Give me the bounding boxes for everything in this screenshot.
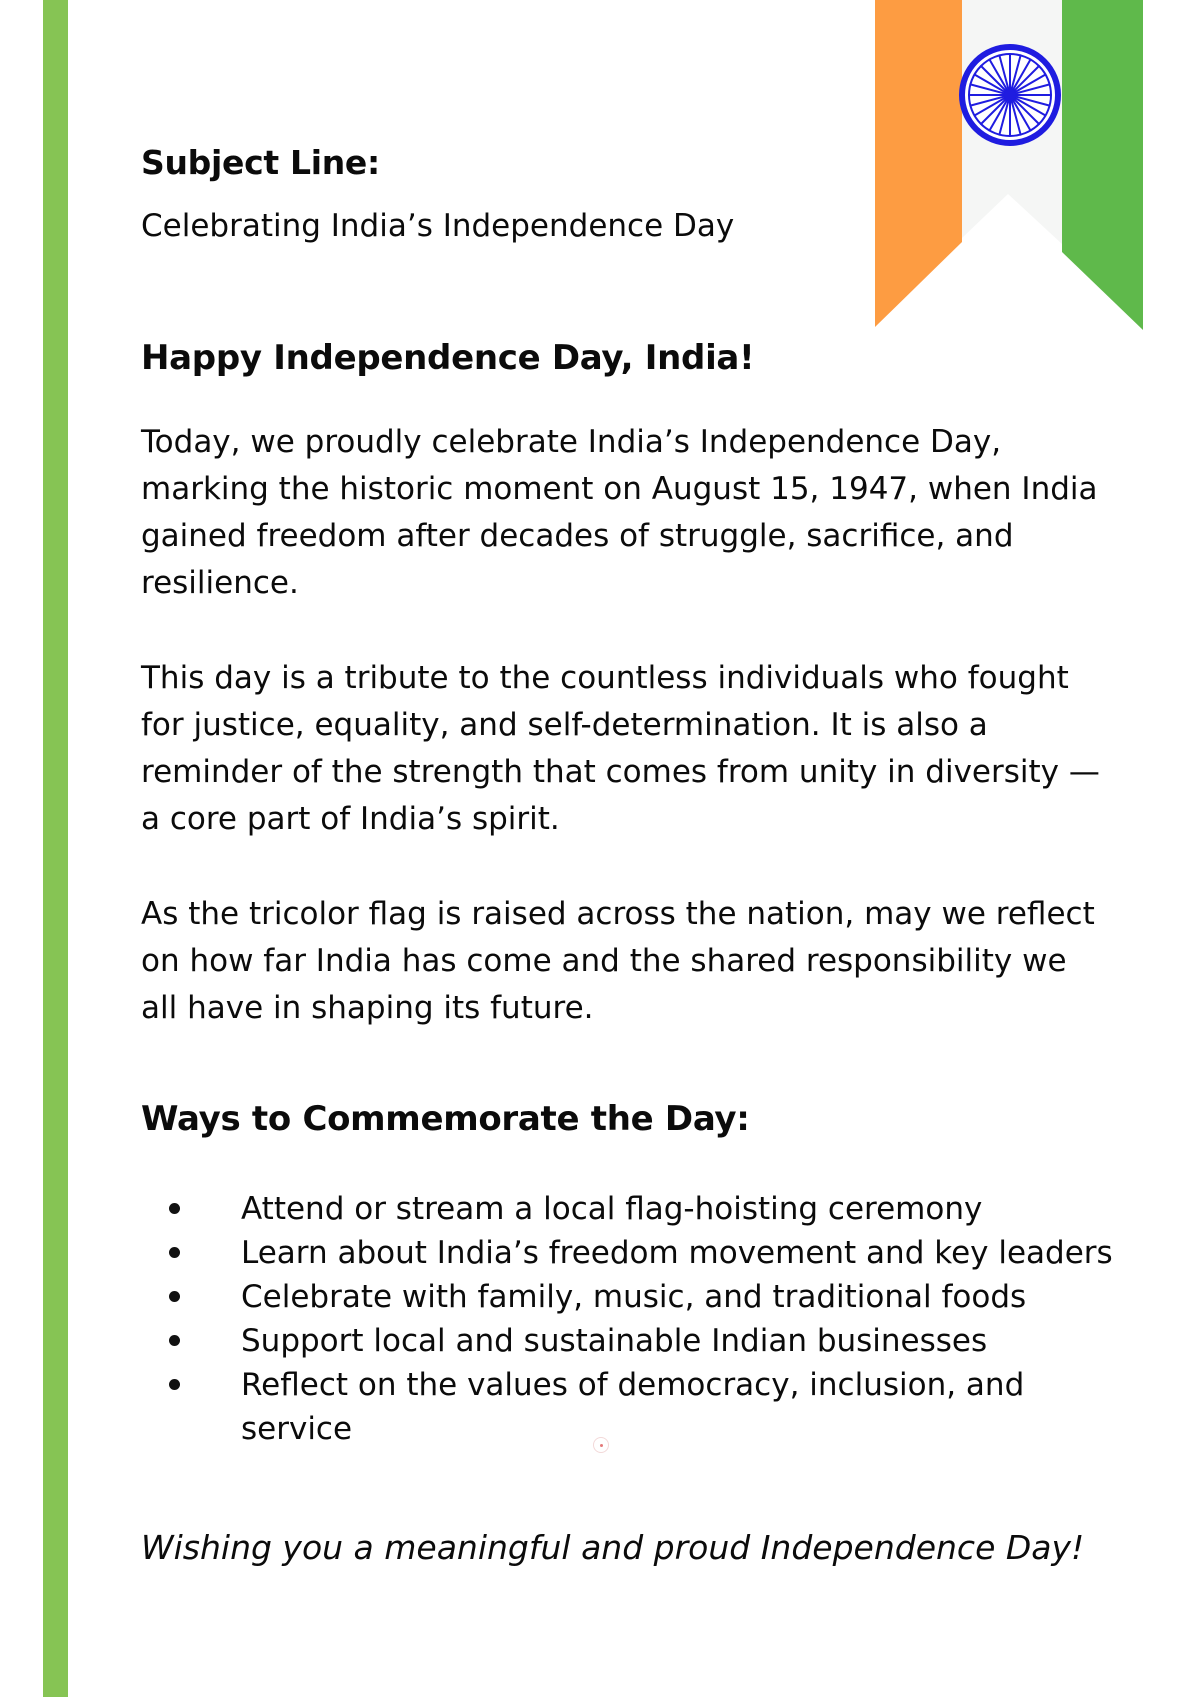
closing-line: Wishing you a meaningful and proud Independence Day! (141, 1528, 1085, 1567)
list-item-text: Attend or stream a local flag-hoisting ceremony (241, 1191, 983, 1227)
greeting-heading: Happy Independence Day, India! (141, 338, 755, 378)
flag-ribbon-green-stripe (1062, 0, 1143, 330)
ashoka-chakra-icon (962, 47, 1058, 143)
indian-flag-ribbon-icon (875, 0, 1145, 330)
list-item-text: Support local and sustainable Indian businesses (241, 1323, 988, 1359)
flag-ribbon-saffron-stripe (875, 0, 962, 327)
subject-line-label: Subject Line: (141, 143, 380, 182)
list-item-text: Reflect on the values of democracy, inclusion, and service (241, 1367, 1025, 1447)
paragraph-reflection: As the tricolor flag is raised across the nation, may we reflect on how far India has come and the shared responsibility we all have in shaping its future. (141, 896, 1095, 1026)
marker-dot-icon (593, 1437, 609, 1453)
list-item (141, 1275, 1141, 1319)
bullet-icon (169, 1203, 180, 1214)
list-item (141, 1187, 1141, 1231)
list-item (141, 1363, 1141, 1451)
subject-line-value: Celebrating India’s Independence Day (141, 208, 735, 244)
list-item (141, 1319, 1141, 1363)
bullet-icon (169, 1335, 180, 1346)
bullet-icon (169, 1247, 180, 1258)
ways-list (141, 1187, 1141, 1451)
left-accent-bar (43, 0, 68, 1697)
bullet-icon (169, 1291, 180, 1302)
list-item-text: Celebrate with family, music, and traditional foods (241, 1279, 1027, 1315)
paragraph-tribute: This day is a tribute to the countless individuals who fought for justice, equality, and self-determination. It is also a reminder of the strength that comes from unity in diversity — a core part of India’s spirit. (141, 660, 1100, 837)
paragraph-history: Today, we proudly celebrate India’s Independence Day, marking the historic moment on August 15, 1947, when India gained freedom after decades of struggle, sacrifice, and resilience. (141, 424, 1098, 601)
ways-heading: Ways to Commemorate the Day: (141, 1099, 750, 1139)
list-item-text: Learn about India’s freedom movement and key leaders (241, 1235, 1113, 1271)
bullet-icon (169, 1379, 180, 1390)
list-item (141, 1231, 1141, 1275)
